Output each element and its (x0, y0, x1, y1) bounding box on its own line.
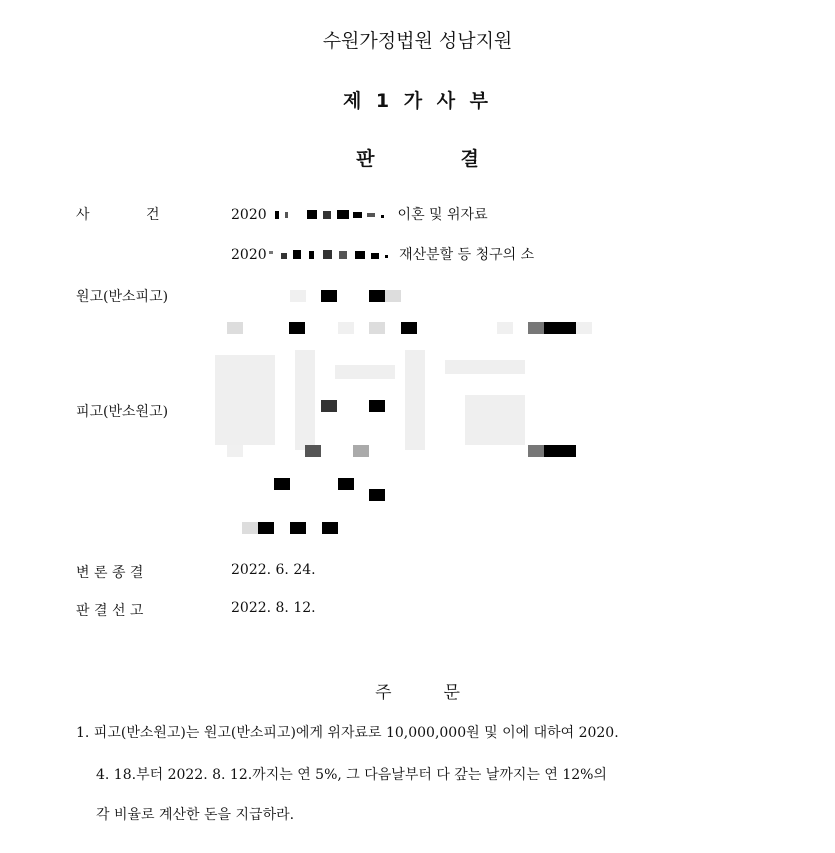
verdict-date: 2022. 8. 12. (231, 600, 316, 616)
case-1-prefix: 2020 (231, 207, 267, 223)
section-char-left: 주 (375, 683, 392, 703)
document-title (0, 144, 835, 171)
plaintiff-label: 원고(반소피고) (76, 289, 169, 305)
section-title (0, 678, 835, 703)
case-label (76, 204, 160, 224)
case-1-suffix: 이혼 및 위자료 (397, 207, 488, 223)
title-char-right: 결 (460, 148, 479, 170)
court-name: 수원가정법원 성남지원 (322, 30, 513, 52)
case-number-1 (231, 204, 488, 224)
case-label-text: 사 건 (76, 207, 160, 223)
verdict-label: 판 결 선 고 (76, 603, 144, 619)
case-2-prefix: 2020 (231, 247, 267, 263)
close-label: 변 론 종 결 (76, 565, 144, 581)
defendant-label: 피고(반소원고) (76, 404, 169, 420)
close-date: 2022. 6. 24. (231, 562, 316, 578)
section-char-right: 문 (443, 683, 460, 703)
case-number-2 (231, 244, 534, 264)
order-line-1: 1. 피고(반소원고)는 원고(반소피고)에게 위자료로 10,000,000원 및 이에 대하여 2020. (76, 725, 619, 741)
title-char-left: 판 (356, 148, 375, 170)
redacted-case-number-1 (271, 209, 393, 221)
division-name: 제 1 가 사 부 (342, 90, 493, 112)
case-2-suffix: 재산분할 등 청구의 소 (399, 247, 535, 263)
order-line-2: 4. 18.부터 2022. 8. 12.까지는 연 5%, 그 다음날부터 다 갚는 날까지는 연 12%의 (96, 767, 607, 783)
redacted-case-number-2 (267, 249, 395, 261)
order-line-3: 각 비율로 계산한 돈을 지급하라. (96, 807, 295, 823)
